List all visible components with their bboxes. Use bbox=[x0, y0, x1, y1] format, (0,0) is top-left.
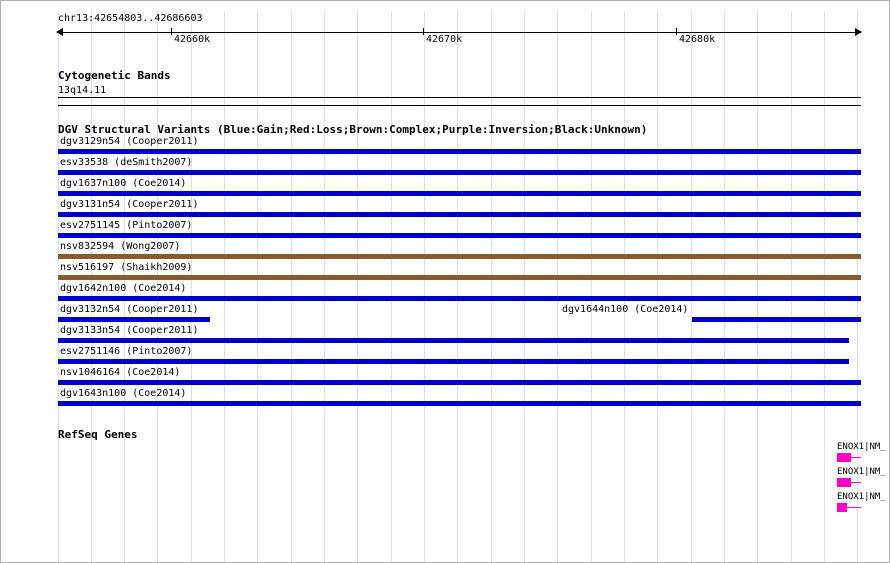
coordinate-label: chr13:42654803..42686603 bbox=[58, 13, 203, 24]
sv-bar[interactable] bbox=[58, 233, 861, 238]
sv-bar[interactable] bbox=[58, 338, 849, 343]
grid-line bbox=[291, 11, 292, 562]
grid-line bbox=[624, 11, 625, 562]
sv-label[interactable]: dgv3129n54 (Cooper2011) bbox=[60, 136, 199, 147]
cytogenetic-bands-title: Cytogenetic Bands bbox=[58, 69, 171, 82]
sv-label[interactable]: nsv832594 (Wong2007) bbox=[60, 241, 181, 252]
cytogenetic-band-label: 13q14.11 bbox=[58, 85, 107, 96]
sv-label[interactable]: esv2751145 (Pinto2007) bbox=[60, 220, 193, 231]
sv-label[interactable]: dgv1642n100 (Coe2014) bbox=[60, 283, 187, 294]
sv-bar[interactable] bbox=[58, 296, 861, 301]
sv-label[interactable]: dgv1637n100 (Coe2014) bbox=[60, 178, 187, 189]
gene-label[interactable]: ENOX1|NM_ bbox=[837, 467, 886, 477]
sv-label[interactable]: esv2751146 (Pinto2007) bbox=[60, 346, 193, 357]
sv-bar[interactable] bbox=[58, 170, 861, 175]
sv-bar[interactable] bbox=[58, 149, 861, 154]
sv-label[interactable]: nsv516197 (Shaikh2009) bbox=[60, 262, 193, 273]
sv-label[interactable]: esv33538 (deSmith2007) bbox=[60, 157, 193, 168]
grid-line bbox=[757, 11, 758, 562]
grid-line bbox=[724, 11, 725, 562]
sv-bar[interactable] bbox=[58, 359, 849, 364]
grid-line bbox=[691, 11, 692, 562]
grid-line bbox=[457, 11, 458, 562]
track-divider bbox=[58, 105, 861, 106]
dgv-track-title: DGV Structural Variants (Blue:Gain;Red:Loss;Brown:Complex;Purple:Inversion;Black:Unknown) bbox=[58, 123, 648, 136]
sv-label[interactable]: nsv1046164 (Coe2014) bbox=[60, 367, 181, 378]
refseq-track-title: RefSeq Genes bbox=[58, 428, 138, 441]
gene-label[interactable]: ENOX1|NM_ bbox=[837, 492, 886, 502]
sv-label[interactable]: dgv3132n54 (Cooper2011) bbox=[60, 304, 199, 315]
grid-line bbox=[257, 11, 258, 562]
gene-intron-line bbox=[847, 507, 861, 508]
ruler-tick-label: 42670k bbox=[426, 34, 463, 45]
ruler-right-arrow[interactable] bbox=[855, 28, 862, 36]
grid-line bbox=[524, 11, 525, 562]
gene-exon-block[interactable] bbox=[837, 478, 851, 487]
grid-line bbox=[657, 11, 658, 562]
grid-line bbox=[491, 11, 492, 562]
grid-line bbox=[424, 11, 425, 562]
ruler-tick bbox=[423, 28, 424, 35]
sv-bar[interactable] bbox=[58, 254, 861, 259]
sv-bar[interactable] bbox=[58, 401, 861, 406]
sv-bar[interactable] bbox=[58, 191, 861, 196]
ruler-tick bbox=[676, 28, 677, 35]
sv-label[interactable]: dgv3133n54 (Cooper2011) bbox=[60, 325, 199, 336]
ruler-axis bbox=[58, 32, 861, 33]
grid-line bbox=[857, 11, 858, 562]
cytogenetic-band-bar bbox=[58, 97, 861, 98]
grid-line bbox=[824, 11, 825, 562]
gene-exon-block[interactable] bbox=[837, 503, 847, 512]
sv-bar[interactable] bbox=[58, 275, 861, 280]
gene-intron-line bbox=[851, 457, 861, 458]
grid-line bbox=[224, 11, 225, 562]
sv-bar[interactable] bbox=[58, 380, 861, 385]
grid-line bbox=[791, 11, 792, 562]
ruler-tick bbox=[171, 28, 172, 35]
gene-label[interactable]: ENOX1|NM_ bbox=[837, 442, 886, 452]
grid-line bbox=[591, 11, 592, 562]
sv-bar[interactable] bbox=[58, 317, 210, 322]
ruler-tick-label: 42660k bbox=[174, 34, 211, 45]
sv-label[interactable]: dgv1644n100 (Coe2014) bbox=[562, 304, 689, 315]
gene-intron-line bbox=[851, 482, 861, 483]
ruler-left-arrow[interactable] bbox=[56, 28, 63, 36]
grid-line bbox=[391, 11, 392, 562]
grid-line bbox=[324, 11, 325, 562]
grid-line bbox=[357, 11, 358, 562]
ruler-tick-label: 42680k bbox=[679, 34, 716, 45]
grid-line bbox=[557, 11, 558, 562]
sv-bar[interactable] bbox=[58, 212, 861, 217]
grid-line bbox=[191, 11, 192, 562]
sv-bar[interactable] bbox=[692, 317, 861, 322]
sv-label[interactable]: dgv1643n100 (Coe2014) bbox=[60, 388, 187, 399]
sv-label[interactable]: dgv3131n54 (Cooper2011) bbox=[60, 199, 199, 210]
gene-exon-block[interactable] bbox=[837, 453, 851, 462]
